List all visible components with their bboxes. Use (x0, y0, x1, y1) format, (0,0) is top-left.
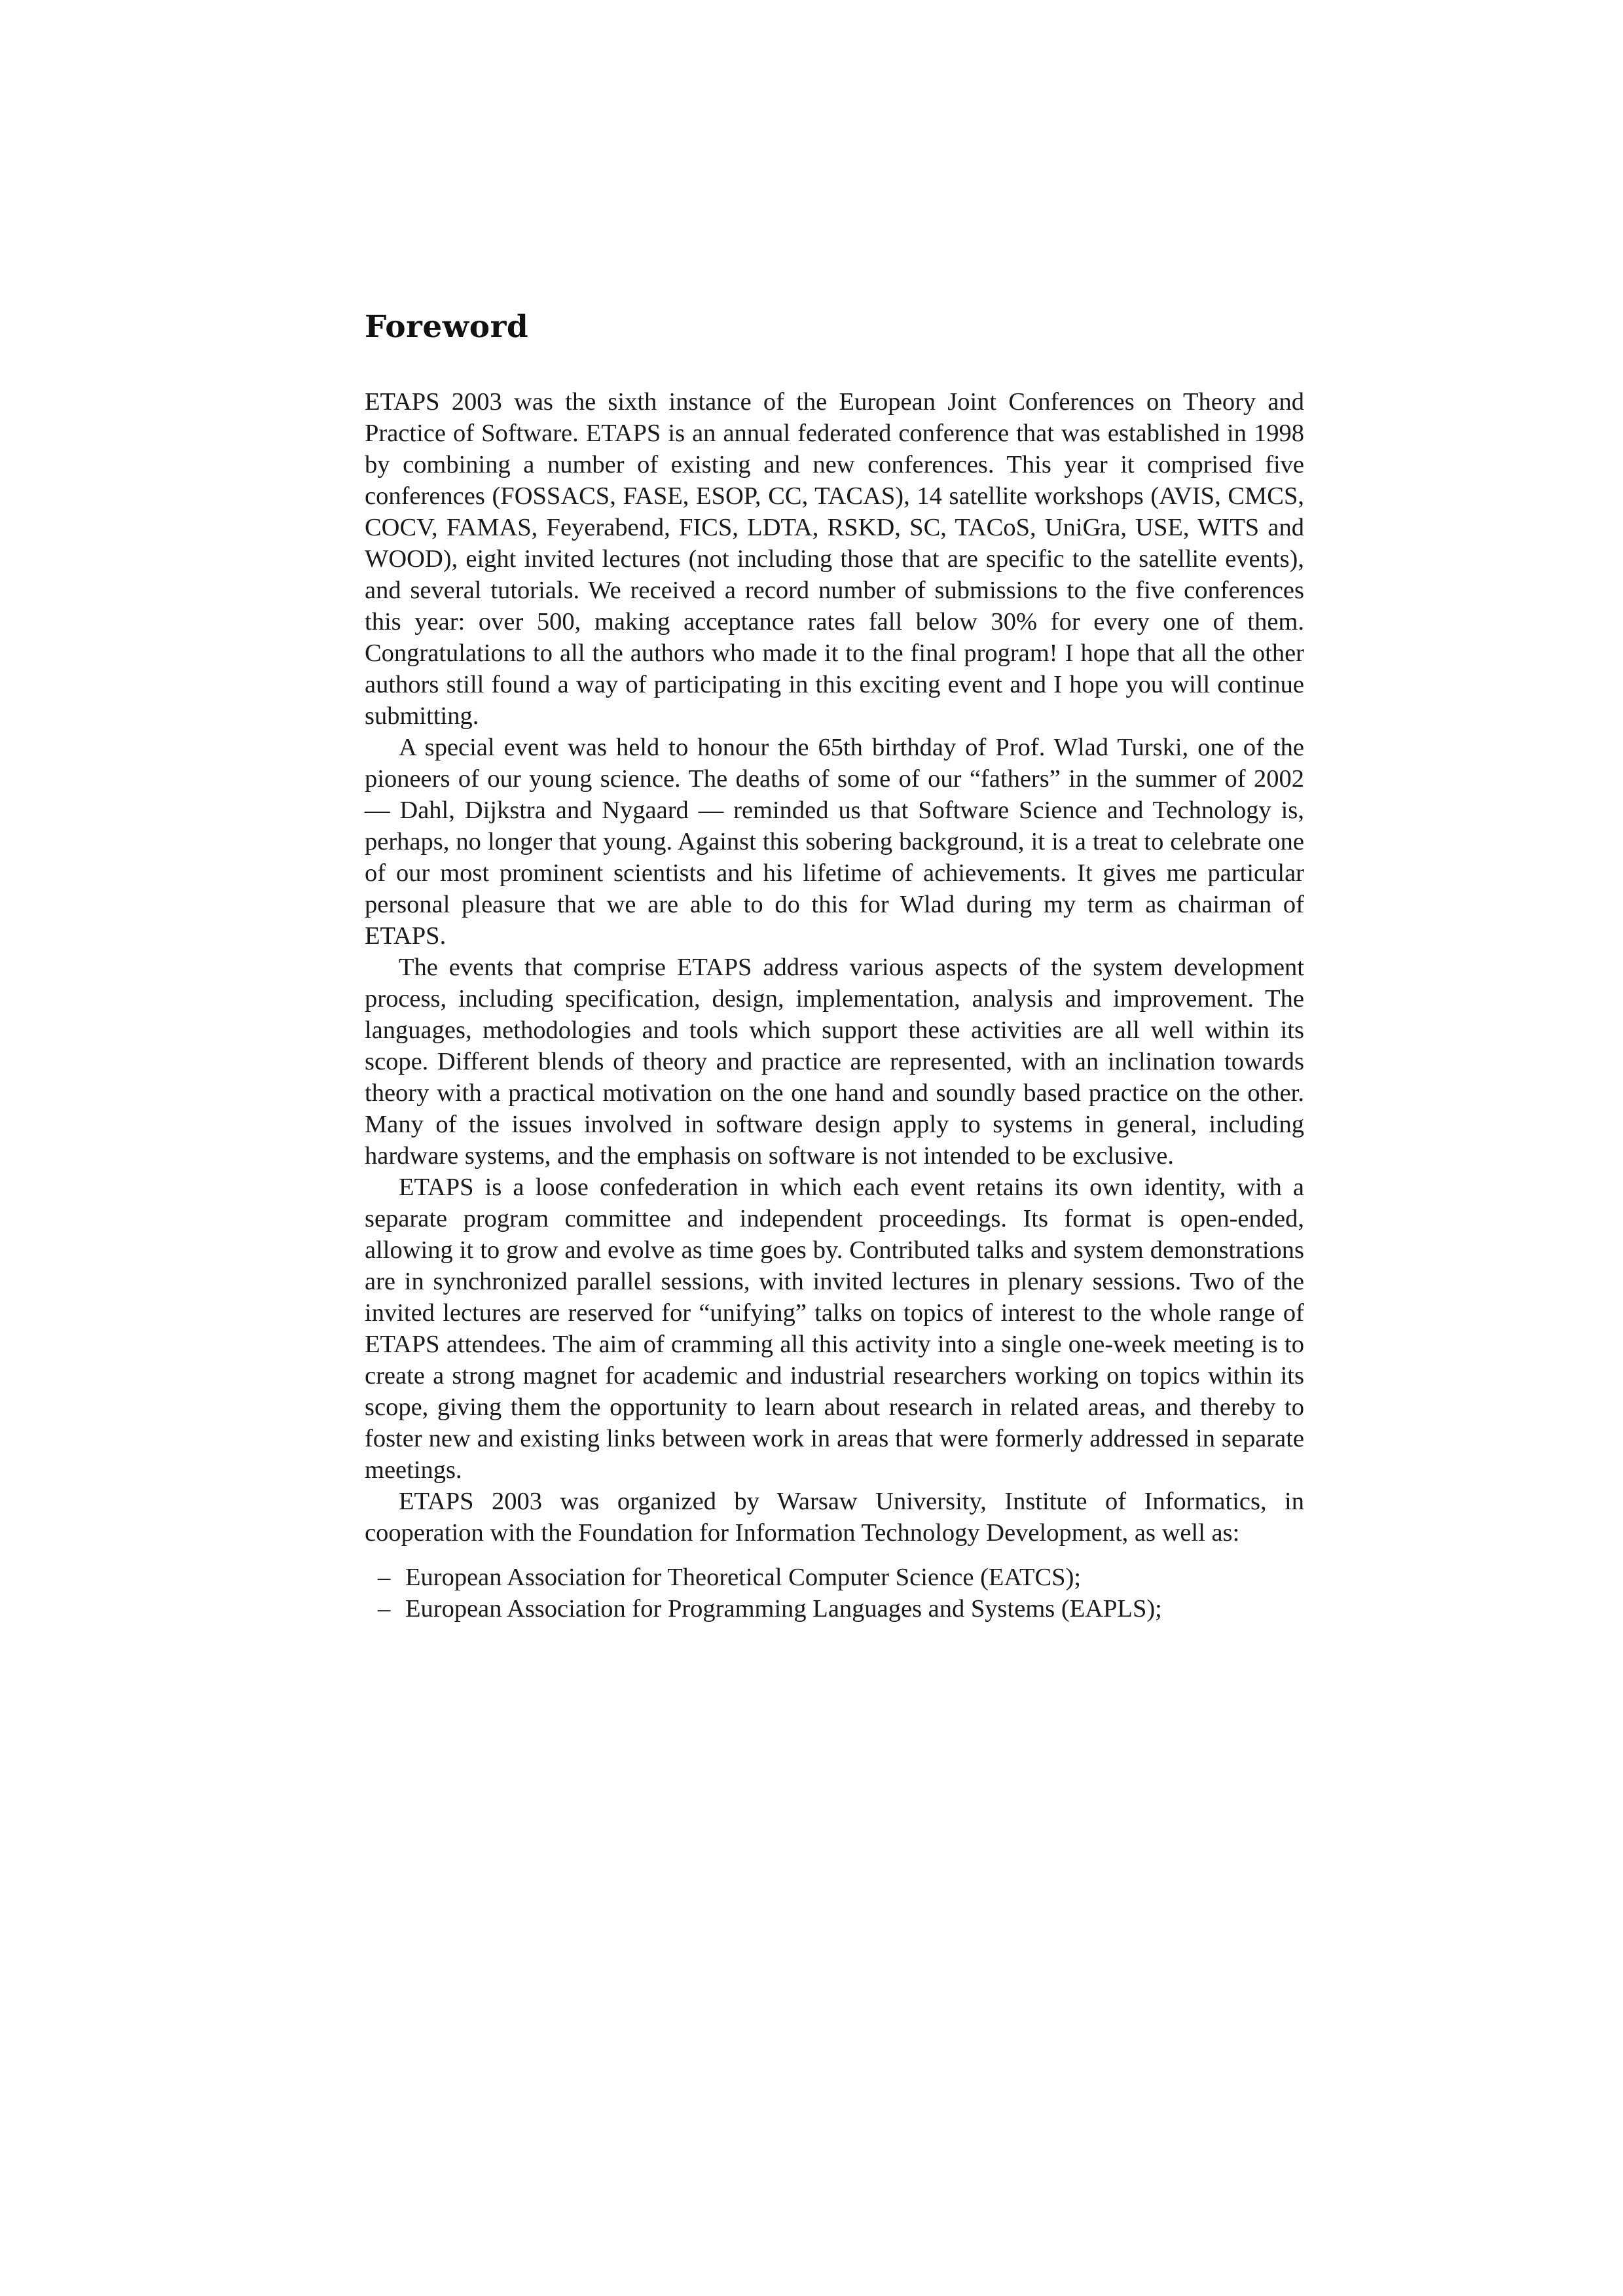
list-dash: – (378, 1595, 391, 1623)
paragraph-scope: The events that comprise ETAPS address various aspects of the system development process, including specification, design, implementation, analysis and improvement. The languages, methodologies and tools which support these activities are all well within its scope. Different blends of theory and practice are represented, with an inclination towards theory with a practical motivation on the one hand and soundly based practice on the other. Many of the issues involved in software design apply to systems in general, including hardware systems, and the emphasis on software is not intended to be exclusive. (365, 954, 1304, 1170)
list-item-text: European Association for Programming Languages and Systems (EAPLS); (405, 1595, 1162, 1623)
list-item (365, 1593, 1304, 1624)
paragraph-confederation: ETAPS is a loose confederation in which each event retains its own identity, with a separate program committee and independent proceedings. Its format is open-ended, allowing it to grow and evolve as time goes by. Contributed talks and system demonstrations are in synchronized parallel sessions, with invited lectures in plenary sessions. Two of the invited lectures are reserved for “unifying” talks on topics of interest to the whole range of ETAPS attendees. The aim of cramming all this activity into a single one-week meeting is to create a strong magnet for academic and industrial researchers working on topics within its scope, giving them the opportunity to learn about research in related areas, and thereby to foster new and existing links between work in areas that were formerly addressed in separate meetings. (365, 1174, 1304, 1484)
list-item (365, 1562, 1304, 1593)
list-dash: – (378, 1564, 391, 1591)
page-title: Foreword (365, 309, 529, 345)
paragraph-intro: ETAPS 2003 was the sixth instance of the European Joint Conferences on Theory and Practice of Software. ETAPS is an annual federated conference that was established in 1998 by combining a number of existing and new conferences. This year it comprised five conferences (FOSSACS, FASE, ESOP, CC, TACAS), 14 satellite workshops (AVIS, CMCS, COCV, FAMAS, Feyerabend, FICS, LDTA, RSKD, SC, TACoS, UniGra, USE, WITS and WOOD), eight invited lectures (not including those that are specific to the satellite events), and several tutorials. We received a record number of submissions to the five conferences this year: over 500, making acceptance rates fall below 30% for every one of them. Congratulations to all the authors who made it to the final program! I hope that all the other authors still found a way of participating in this exciting event and I hope you will continue submitting. (365, 388, 1304, 730)
list-item-text: European Association for Theoretical Computer Science (EATCS); (405, 1564, 1082, 1591)
paragraph-organization: ETAPS 2003 was organized by Warsaw University, Institute of Informatics, in cooperation with the Foundation for Information Technology Development, as well as: (365, 1488, 1304, 1547)
foreword-body (365, 386, 1304, 1624)
page-content (365, 308, 1304, 1624)
organizer-list (365, 1562, 1304, 1624)
paragraph-special-event: A special event was held to honour the 65th birthday of Prof. Wlad Turski, one of the pioneers of our young science. The deaths of some of our “fathers” in the summer of 2002 — Dahl, Dijkstra and Nygaard — reminded us that Software Science and Technology is, perhaps, no longer that young. Against this sobering background, it is a treat to celebrate one of our most prominent scientists and his lifetime of achievements. It gives me particular personal pleasure that we are able to do this for Wlad during my term as chairman of ETAPS. (365, 734, 1304, 950)
